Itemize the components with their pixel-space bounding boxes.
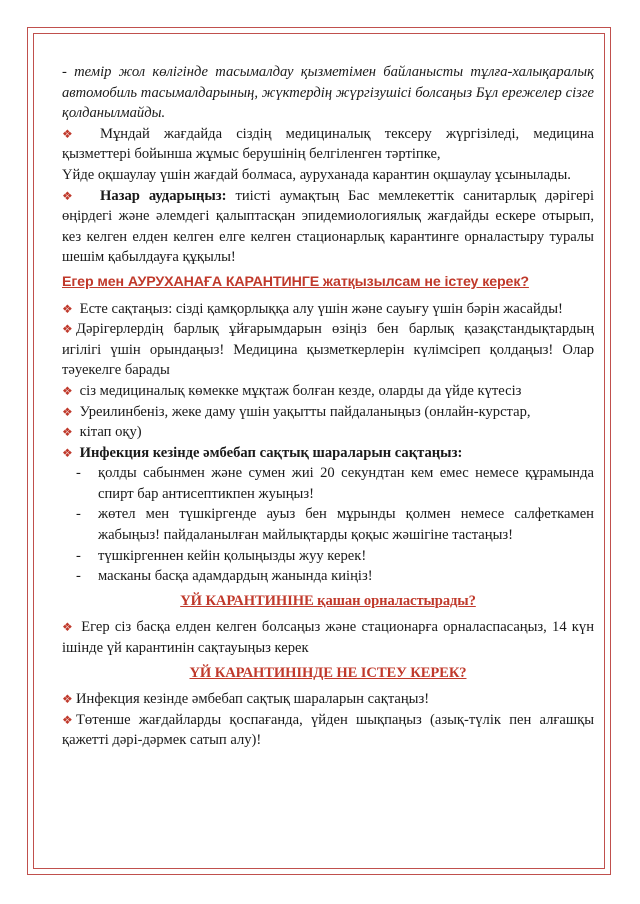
dash-marker: - <box>76 506 81 523</box>
diamond-bullet-icon: ❖ <box>62 620 73 635</box>
list-item: ❖ сіз медициналық көмекке мұқтаж болған кезде, оларды да үйде күтесіз <box>62 381 594 402</box>
intro-paragraph: - темір жол көлігінде тасымалдау қызметімен байланысты тұлға-халықаралық автомобиль тасымалдарының, жүктердің жүргізушісі болсаңыз Бұл ережелер сізге қолданылмайды. <box>62 64 594 122</box>
list-item: - түшкіргеннен кейін қолыңызды жуу керек! <box>62 546 594 567</box>
list-item: ❖ Егер сіз басқа елден келген болсаңыз және стационарға орналаспасаңыз, 14 күн ішінде үй карантинін сақтауыңыз керек <box>62 619 594 657</box>
list-item: - жөтел мен түшкіргенде ауыз бен мұрынды қолмен немесе салфеткамен жабыңыз! пайдаланылған майлықтарды қоқыс жәшігіне тастаңыз! <box>76 506 594 544</box>
document-body <box>62 62 594 751</box>
diamond-bullet-icon: ❖ <box>62 322 73 337</box>
diamond-bullet-icon: ❖ <box>62 692 73 707</box>
list-item: - масканы басқа адамдардың жанында киіңіз! <box>62 566 594 587</box>
list-item: ❖ Төтенше жағдайларды қоспағанда, үйден шықпаңыз (азық-түлік пен алғашқы қажетті дәрі-дәрмек сатып алу)! <box>62 711 594 749</box>
diamond-bullet-icon: ❖ <box>62 404 73 419</box>
section-heading-hospital-quarantine: Егер мен АУРУХАНАҒА КАРАНТИНГЕ жатқызылсам не істеу керек? <box>62 273 529 290</box>
paragraph-medical-check <box>62 124 594 165</box>
diamond-bullet-icon: ❖ <box>62 126 73 141</box>
list-item: - қолды сабынмен және сумен жиі 20 секундтан кем емес немесе құрамында спирт бар антисептикпен жуыңыз! <box>76 465 594 502</box>
section-heading-home-quarantine-when: ҮЙ КАРАНТИНІНЕ қашан орналастырады? <box>180 592 476 609</box>
attention-label: Назар аударыңыз: <box>100 187 227 204</box>
paragraph-attention <box>62 186 594 268</box>
list-item: ❖ Дәрігерлердің барлық ұйғарымдарын өзіңіз бен барлық қазақстандықтардың игілігі үшін орындаңыз! Медицина қызметкерлерін күлімсіреп қолдаңыз! Олар тәуекелге барады <box>62 321 594 379</box>
precautions-list <box>62 463 594 587</box>
dash-marker: - <box>76 568 81 585</box>
diamond-bullet-icon: ❖ <box>62 712 73 727</box>
paragraph-text: тиісті аумақтың Бас мемлекеттік санитарлық дәрігері өңірдегі және әлемдегі қалыптасқан эпидемиологиялық жағдайды ескере отырып, кез келген елден келген елге келген стационарлық карантинге орналастыру туралы шешім қабылдауға құқылы! <box>62 187 594 266</box>
section-heading-home-quarantine-what: ҮЙ КАРАНТИНІНДЕ НЕ ІСТЕУ КЕРЕК? <box>189 664 467 681</box>
list-item <box>62 443 594 464</box>
paragraph-text: Мұндай жағдайда сіздің медициналық тексеру жүргізіледі, медицина қызметтері бойынша жұмыс берушінің белгіленген тәртіпке, <box>62 125 594 163</box>
paragraph-continuation: Үйде оқшаулау үшін жағдай болмаса, ауруханада карантин оқшаулау ұсынылады. <box>62 166 571 183</box>
diamond-bullet-icon: ❖ <box>62 383 73 398</box>
list-item: ❖ Инфекция кезінде әмбебап сақтық шараларын сақтаңыз! <box>62 689 594 710</box>
diamond-bullet-icon: ❖ <box>62 445 73 460</box>
diamond-bullet-icon: ❖ <box>62 301 73 316</box>
list-item: ❖ Уреилинбеніз, жеке даму үшін уақытты пайдаланыңыз (онлайн-курстар, <box>62 402 594 423</box>
diamond-bullet-icon: ❖ <box>62 188 73 203</box>
list-item: ❖ кітап оқу) <box>62 422 594 443</box>
dash-marker: - <box>76 547 81 564</box>
diamond-bullet-icon: ❖ <box>62 425 73 440</box>
dash-marker: - <box>76 465 81 482</box>
infection-heading: Инфекция кезінде әмбебап сақтық шараларын сақтаңыз: <box>79 444 463 461</box>
list-item: ❖ Есте сақтаңыз: сізді қамқорлыққа алу үшін және сауығу үшін бәрін жасайды! <box>62 299 594 320</box>
